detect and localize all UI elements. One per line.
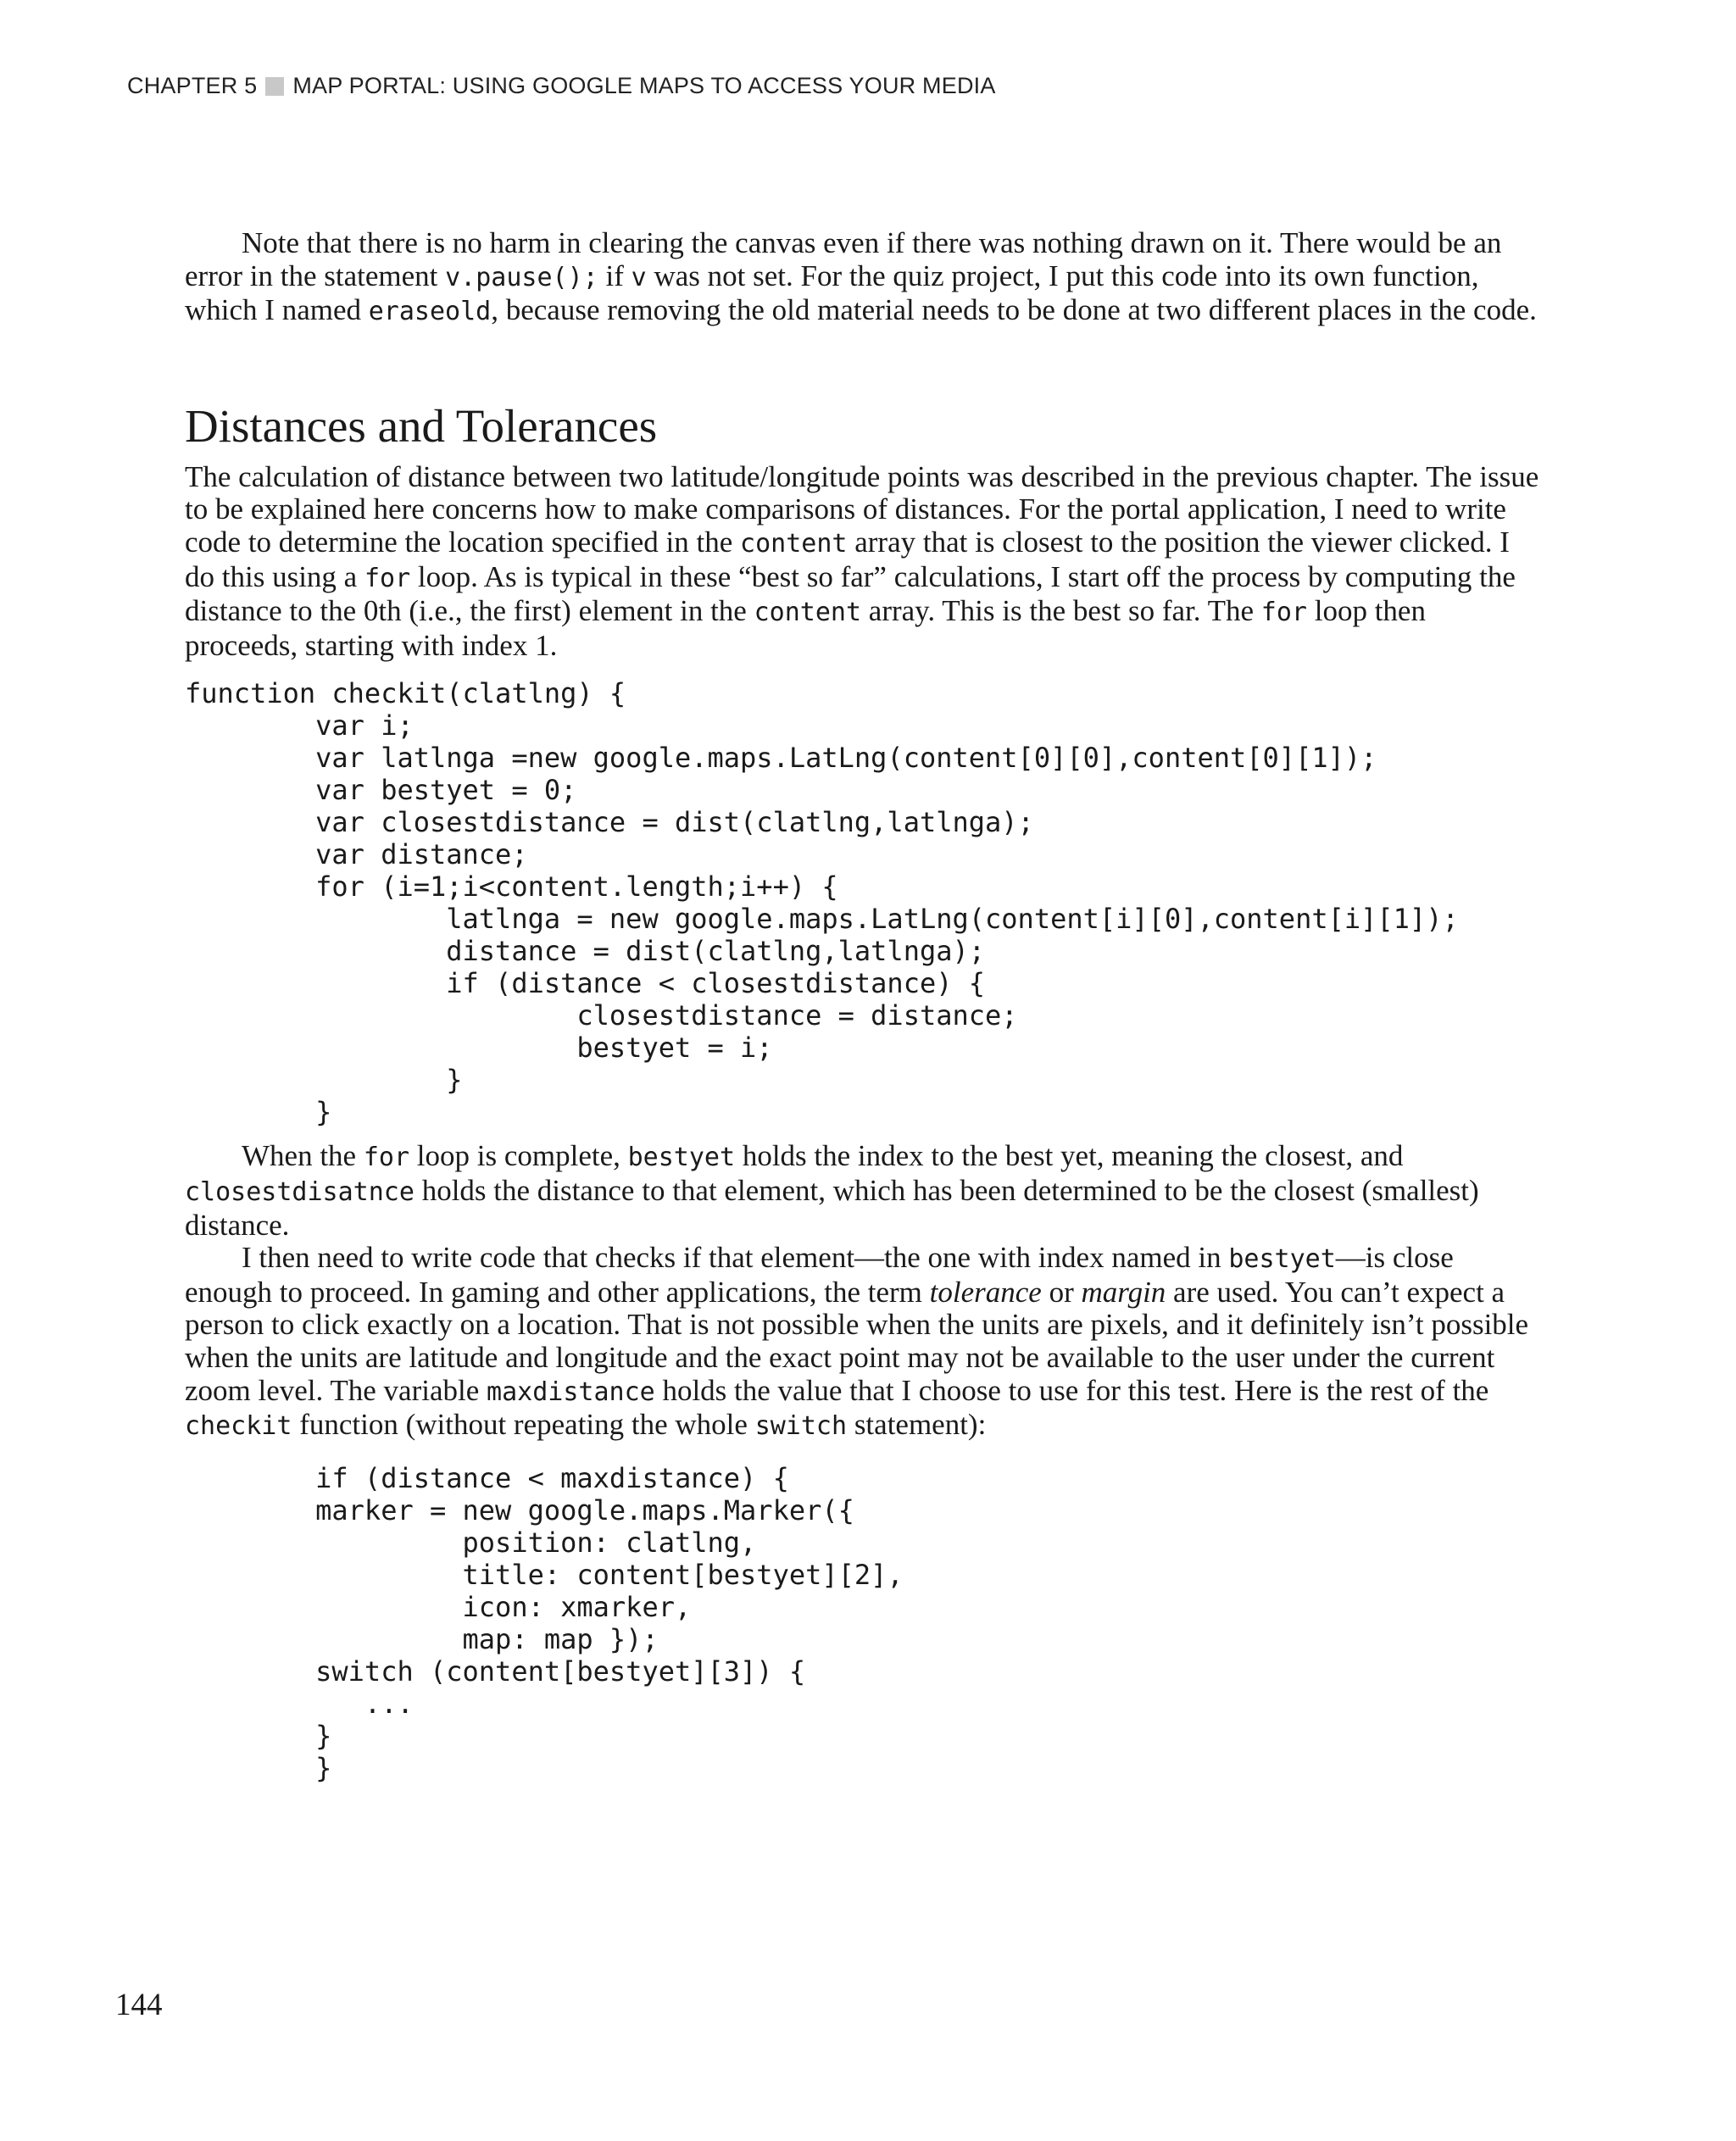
text-run: holds the value that I choose to use for this test. Here is the rest of the [654,1373,1489,1407]
inline-code: content [754,598,862,628]
text-run: holds the distance to that element, which has been determined to be the closest (smallest) distance. [185,1173,1479,1242]
code-block-rest-of-checkit: if (distance < maxdistance) { marker = new google.maps.Marker({ position: clatlng, title: content[bestyet][2], icon: xmarker, map: map }); switch (content[bestyet][3]) { ... } } [315,1461,904,1784]
inline-code: for [1260,598,1307,628]
text-run: loop then proceeds, starting with index 1. [185,594,1426,662]
chapter-title: MAP PORTAL: USING GOOGLE MAPS TO ACCESS YOUR MEDIA [292,73,996,98]
emphasis: margin [1081,1275,1166,1309]
text-run: or [1041,1275,1082,1309]
inline-code: bestyet [627,1143,736,1173]
text-run: array. This is the best so far. The [861,594,1261,628]
inline-code: for [364,563,411,593]
text-run: , because removing the old material needs to be done at two different places in the code. [491,293,1537,327]
emphasis: tolerance [929,1275,1042,1309]
inline-code: content [740,528,848,559]
text-run: When the [242,1139,364,1173]
text-run: —is close enough to proceed. In gaming and other applications, the term [185,1241,1454,1309]
page-body [185,227,1541,1784]
text-run: loop is complete, [409,1139,628,1173]
paragraph-canvas-note [185,227,1541,329]
square-separator-icon [265,77,284,96]
section-heading: Distances and Tolerances [185,399,658,452]
text-run: loop. As is typical in these “best so far” calculations, I start off the process by computing the distance to the 0th (i.e., the first) element in the [185,559,1516,628]
inline-code: switch [754,1411,848,1442]
inline-code: v [631,262,647,292]
inline-code: v.pause(); [445,262,598,292]
running-head [127,73,996,99]
text-run: statement): [847,1408,987,1442]
text-run: function (without repeating the whole [292,1408,755,1442]
text-run: are used. You can’t expect a person to click exactly on a location. That is not possible when the units are pixels, and it definitely isn’t possible when the units are latitude and longitude and the exact point may not be available to the user under the current zoom level. The variable [185,1275,1529,1407]
inline-code: maxdistance [487,1376,655,1407]
code-block-checkit: function checkit(clatlng) { var i; var latlnga =new google.maps.LatLng(content[0][0],content[0][1]); var bestyet = 0; var closestdistance = dist(clatlng,latlnga); var distance; for (i=1;i<content.length;i++) { latlnga = new google.maps.LatLng(content[i][0],content[i][1]); distance = dist(clatlng,latlnga); if (distance < closestdistance) { closestdistance = distance; bestyet = i; } } [185,677,1459,1129]
text-run: if [598,259,632,292]
chapter-label: CHAPTER 5 [127,73,258,98]
inline-code: closestdisatnce [185,1176,415,1207]
text-run: I then need to write code that checks if that element—the one with index named in [242,1241,1229,1275]
text-run: The calculation of distance between two latitude/longitude points was described in the previous chapter. The issue to be explained here concerns how to make comparisons of distances. For the portal application, I need to write code to determine the location specified in the [185,459,1539,559]
text-run: array that is closest to the position the viewer clicked. I do this using a [185,525,1510,593]
inline-code: eraseold [368,297,492,327]
paragraph-distance-intro [185,461,1541,663]
text-run: Note that there is no harm in clearing the canvas even if there was nothing drawn on it. There would be an error in the statement [185,226,1502,292]
text-run: was not set. For the quiz project, I put this code into its own function, which I named [185,259,1479,327]
page-number: 144 [115,1988,163,2022]
paragraph-loop-complete [185,1140,1541,1242]
inline-code: checkit [185,1411,292,1442]
inline-code: bestyet [1228,1244,1336,1275]
inline-code: for [363,1143,410,1173]
text-run: holds the index to the best yet, meaning the closest, and [735,1139,1404,1173]
paragraph-tolerance [185,1242,1541,1443]
